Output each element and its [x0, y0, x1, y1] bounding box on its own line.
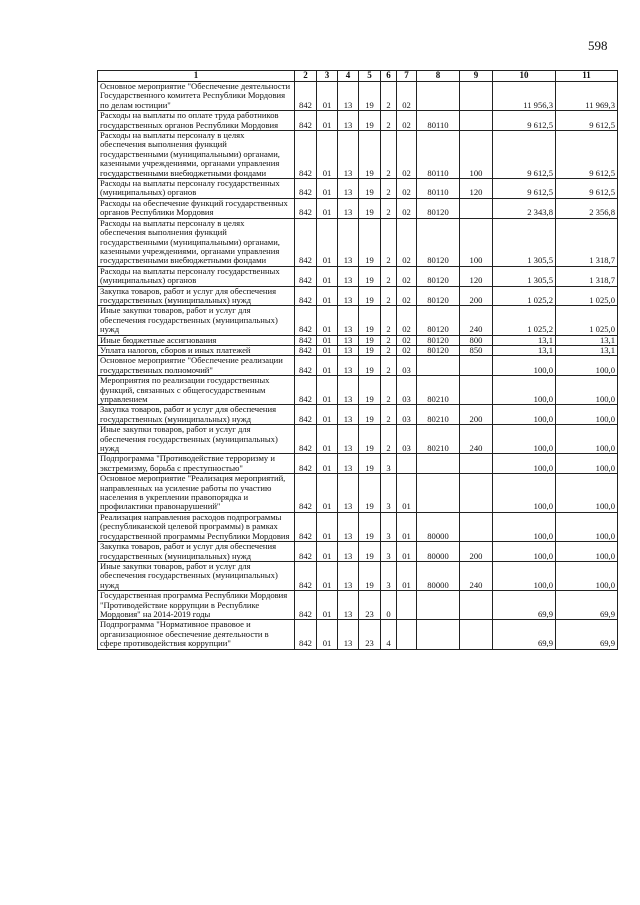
direction-code: 80120	[417, 266, 460, 286]
program-code: 19	[359, 474, 381, 513]
subprogram-code: 2	[381, 306, 397, 335]
section-code: 01	[317, 345, 338, 355]
section-code: 01	[317, 405, 338, 425]
table-row	[98, 512, 618, 541]
amount-2019: 1 025,0	[556, 286, 618, 306]
subsection-code: 13	[338, 474, 359, 513]
amount-2018: 69,9	[493, 620, 556, 649]
program-code: 19	[359, 425, 381, 454]
direction-code	[417, 620, 460, 649]
table-row	[98, 111, 618, 131]
expense-type-code	[460, 474, 493, 513]
subprogram-code: 2	[381, 356, 397, 376]
section-code: 01	[317, 561, 338, 590]
row-name: Расходы на выплаты персоналу государственных (муниципальных) органов	[98, 266, 295, 286]
subsection-code: 13	[338, 425, 359, 454]
subprogram-code: 3	[381, 561, 397, 590]
budget-table	[97, 70, 618, 650]
row-name: Мероприятия по реализации государственных функций, связанных с общегосударственным управлением	[98, 376, 295, 405]
subprogram-code: 2	[381, 286, 397, 306]
amount-2018: 69,9	[493, 591, 556, 620]
amount-2019: 100,0	[556, 542, 618, 562]
amount-2018: 100,0	[493, 376, 556, 405]
expense-type-code	[460, 620, 493, 649]
direction-code	[417, 474, 460, 513]
table-row	[98, 82, 618, 111]
subsection-code: 13	[338, 335, 359, 345]
amount-2018: 100,0	[493, 542, 556, 562]
subsection-code: 13	[338, 542, 359, 562]
subsection-code: 13	[338, 591, 359, 620]
row-name: Основное мероприятие "Обеспечение реализации государственных полномочий"	[98, 356, 295, 376]
event-code: 02	[397, 266, 417, 286]
direction-code: 80000	[417, 542, 460, 562]
subprogram-code: 3	[381, 474, 397, 513]
direction-code	[417, 356, 460, 376]
amount-2019: 100,0	[556, 561, 618, 590]
table-row	[98, 425, 618, 454]
expense-type-code: 240	[460, 561, 493, 590]
subsection-code: 13	[338, 131, 359, 179]
table-row	[98, 454, 618, 474]
program-code: 19	[359, 405, 381, 425]
program-code: 19	[359, 198, 381, 218]
expense-type-code: 200	[460, 542, 493, 562]
amount-2019: 13,1	[556, 345, 618, 355]
amount-2019: 1 318,7	[556, 266, 618, 286]
section-code: 01	[317, 356, 338, 376]
program-code: 19	[359, 111, 381, 131]
ministry-code: 842	[295, 405, 317, 425]
section-code: 01	[317, 218, 338, 266]
program-code: 19	[359, 179, 381, 199]
row-name: Подпрограмма "Нормативное правовое и организационное обеспечение деятельности в сфере противодействия коррупции"	[98, 620, 295, 649]
ministry-code: 842	[295, 620, 317, 649]
program-code: 19	[359, 306, 381, 335]
program-code: 19	[359, 131, 381, 179]
amount-2019: 100,0	[556, 474, 618, 513]
direction-code: 80210	[417, 405, 460, 425]
ministry-code: 842	[295, 335, 317, 345]
expense-type-code	[460, 591, 493, 620]
subprogram-code: 2	[381, 266, 397, 286]
event-code	[397, 620, 417, 649]
event-code	[397, 591, 417, 620]
amount-2018: 100,0	[493, 425, 556, 454]
ministry-code: 842	[295, 591, 317, 620]
section-code: 01	[317, 131, 338, 179]
direction-code: 80110	[417, 131, 460, 179]
section-code: 01	[317, 542, 338, 562]
subprogram-code: 3	[381, 454, 397, 474]
event-code: 03	[397, 425, 417, 454]
row-name: Иные бюджетные ассигнования	[98, 335, 295, 345]
section-code: 01	[317, 620, 338, 649]
subsection-code: 13	[338, 561, 359, 590]
expense-type-code: 120	[460, 179, 493, 199]
ministry-code: 842	[295, 454, 317, 474]
direction-code	[417, 454, 460, 474]
amount-2018: 100,0	[493, 405, 556, 425]
subprogram-code: 2	[381, 82, 397, 111]
ministry-code: 842	[295, 266, 317, 286]
amount-2018: 100,0	[493, 454, 556, 474]
column-header: 7	[397, 71, 417, 82]
expense-type-code	[460, 376, 493, 405]
subsection-code: 13	[338, 111, 359, 131]
section-code: 01	[317, 454, 338, 474]
amount-2018: 13,1	[493, 345, 556, 355]
ministry-code: 842	[295, 306, 317, 335]
expense-type-code: 120	[460, 266, 493, 286]
column-header: 10	[493, 71, 556, 82]
subprogram-code: 2	[381, 376, 397, 405]
subsection-code: 13	[338, 356, 359, 376]
row-name: Закупка товаров, работ и услуг для обеспечения государственных (муниципальных) нужд	[98, 286, 295, 306]
row-name: Закупка товаров, работ и услуг для обеспечения государственных (муниципальных) нужд	[98, 542, 295, 562]
direction-code	[417, 591, 460, 620]
amount-2018: 1 025,2	[493, 286, 556, 306]
amount-2018: 13,1	[493, 335, 556, 345]
program-code: 19	[359, 286, 381, 306]
table-header-row	[98, 71, 618, 82]
ministry-code: 842	[295, 542, 317, 562]
subprogram-code: 2	[381, 111, 397, 131]
subprogram-code: 2	[381, 335, 397, 345]
amount-2019: 11 969,3	[556, 82, 618, 111]
direction-code: 80110	[417, 111, 460, 131]
program-code: 19	[359, 542, 381, 562]
row-name: Уплата налогов, сборов и иных платежей	[98, 345, 295, 355]
subprogram-code: 2	[381, 405, 397, 425]
event-code: 02	[397, 179, 417, 199]
program-code: 19	[359, 335, 381, 345]
event-code: 02	[397, 198, 417, 218]
ministry-code: 842	[295, 131, 317, 179]
ministry-code: 842	[295, 356, 317, 376]
program-code: 23	[359, 591, 381, 620]
column-header: 4	[338, 71, 359, 82]
column-header: 5	[359, 71, 381, 82]
ministry-code: 842	[295, 218, 317, 266]
event-code: 02	[397, 218, 417, 266]
section-code: 01	[317, 82, 338, 111]
ministry-code: 842	[295, 512, 317, 541]
column-header: 8	[417, 71, 460, 82]
subsection-code: 13	[338, 286, 359, 306]
expense-type-code: 100	[460, 218, 493, 266]
program-code: 19	[359, 345, 381, 355]
table-row	[98, 198, 618, 218]
section-code: 01	[317, 266, 338, 286]
table-row	[98, 266, 618, 286]
event-code: 02	[397, 111, 417, 131]
column-header: 11	[556, 71, 618, 82]
row-name: Подпрограмма "Противодействие терроризму и экстремизму, борьба с преступностью"	[98, 454, 295, 474]
program-code: 19	[359, 454, 381, 474]
program-code: 19	[359, 82, 381, 111]
amount-2019: 1 025,0	[556, 306, 618, 335]
amount-2019: 100,0	[556, 356, 618, 376]
subprogram-code: 2	[381, 218, 397, 266]
amount-2019: 1 318,7	[556, 218, 618, 266]
event-code: 01	[397, 542, 417, 562]
direction-code: 80120	[417, 286, 460, 306]
direction-code: 80120	[417, 335, 460, 345]
table-row	[98, 620, 618, 649]
table-row	[98, 561, 618, 590]
amount-2018: 11 956,3	[493, 82, 556, 111]
ministry-code: 842	[295, 425, 317, 454]
subsection-code: 13	[338, 454, 359, 474]
direction-code: 80000	[417, 512, 460, 541]
subprogram-code: 3	[381, 512, 397, 541]
subprogram-code: 0	[381, 591, 397, 620]
amount-2019: 13,1	[556, 335, 618, 345]
amount-2019: 9 612,5	[556, 111, 618, 131]
program-code: 19	[359, 218, 381, 266]
subsection-code: 13	[338, 266, 359, 286]
expense-type-code: 850	[460, 345, 493, 355]
subsection-code: 13	[338, 405, 359, 425]
event-code: 02	[397, 131, 417, 179]
event-code: 02	[397, 286, 417, 306]
expense-type-code	[460, 198, 493, 218]
subprogram-code: 3	[381, 542, 397, 562]
expense-type-code: 240	[460, 306, 493, 335]
subsection-code: 13	[338, 82, 359, 111]
amount-2018: 1 305,5	[493, 266, 556, 286]
amount-2019: 9 612,5	[556, 131, 618, 179]
subsection-code: 13	[338, 218, 359, 266]
subprogram-code: 2	[381, 131, 397, 179]
expense-type-code	[460, 82, 493, 111]
direction-code: 80120	[417, 218, 460, 266]
table-row	[98, 345, 618, 355]
subsection-code: 13	[338, 198, 359, 218]
direction-code: 80120	[417, 306, 460, 335]
amount-2018: 100,0	[493, 474, 556, 513]
amount-2019: 100,0	[556, 512, 618, 541]
event-code: 03	[397, 376, 417, 405]
direction-code: 80110	[417, 179, 460, 199]
event-code: 03	[397, 356, 417, 376]
section-code: 01	[317, 591, 338, 620]
program-code: 19	[359, 356, 381, 376]
event-code: 02	[397, 306, 417, 335]
row-name: Иные закупки товаров, работ и услуг для обеспечения государственных (муниципальных) нужд	[98, 561, 295, 590]
row-name: Иные закупки товаров, работ и услуг для обеспечения государственных (муниципальных) нужд	[98, 306, 295, 335]
subsection-code: 13	[338, 620, 359, 649]
amount-2019: 100,0	[556, 425, 618, 454]
expense-type-code	[460, 512, 493, 541]
table-row	[98, 591, 618, 620]
column-header: 2	[295, 71, 317, 82]
row-name: Реализация направления расходов подпрограммы (республиканской целевой программы) в рамках государственной программы Республики Мордовия	[98, 512, 295, 541]
expense-type-code	[460, 356, 493, 376]
expense-type-code	[460, 111, 493, 131]
amount-2018: 100,0	[493, 512, 556, 541]
subprogram-code: 2	[381, 345, 397, 355]
table-row	[98, 405, 618, 425]
table-row	[98, 356, 618, 376]
page-number: 598	[588, 38, 608, 53]
direction-code: 80120	[417, 198, 460, 218]
amount-2019: 9 612,5	[556, 179, 618, 199]
row-name: Расходы на выплаты по оплате труда работников государственных органов Республики Мордовия	[98, 111, 295, 131]
column-header: 3	[317, 71, 338, 82]
amount-2019: 69,9	[556, 591, 618, 620]
section-code: 01	[317, 376, 338, 405]
subprogram-code: 4	[381, 620, 397, 649]
program-code: 19	[359, 376, 381, 405]
subsection-code: 13	[338, 179, 359, 199]
amount-2019: 100,0	[556, 376, 618, 405]
amount-2018: 100,0	[493, 356, 556, 376]
section-code: 01	[317, 512, 338, 541]
subsection-code: 13	[338, 306, 359, 335]
expense-type-code: 100	[460, 131, 493, 179]
table-row	[98, 218, 618, 266]
row-name: Основное мероприятие "Обеспечение деятельности Государственного комитета Республики Мордовия по делам юстиции"	[98, 82, 295, 111]
section-code: 01	[317, 335, 338, 345]
table-row	[98, 286, 618, 306]
amount-2018: 100,0	[493, 561, 556, 590]
table-row	[98, 131, 618, 179]
expense-type-code	[460, 454, 493, 474]
expense-type-code: 200	[460, 286, 493, 306]
ministry-code: 842	[295, 376, 317, 405]
event-code: 01	[397, 512, 417, 541]
subprogram-code: 2	[381, 425, 397, 454]
amount-2018: 1 025,2	[493, 306, 556, 335]
table-row	[98, 474, 618, 513]
program-code: 19	[359, 561, 381, 590]
amount-2018: 9 612,5	[493, 131, 556, 179]
amount-2018: 2 343,8	[493, 198, 556, 218]
event-code: 01	[397, 561, 417, 590]
ministry-code: 842	[295, 179, 317, 199]
section-code: 01	[317, 286, 338, 306]
direction-code: 80120	[417, 345, 460, 355]
amount-2019: 2 356,8	[556, 198, 618, 218]
direction-code: 80210	[417, 425, 460, 454]
section-code: 01	[317, 306, 338, 335]
event-code: 02	[397, 82, 417, 111]
direction-code	[417, 82, 460, 111]
row-name: Расходы на выплаты персоналу в целях обеспечения выполнения функций государственными (муниципальными) органами, казенными учреждениями, органами управления государственными внебюджетными фондами	[98, 131, 295, 179]
table-row	[98, 376, 618, 405]
ministry-code: 842	[295, 111, 317, 131]
event-code: 02	[397, 335, 417, 345]
subprogram-code: 2	[381, 198, 397, 218]
section-code: 01	[317, 198, 338, 218]
event-code: 01	[397, 474, 417, 513]
row-name: Расходы на выплаты персоналу в целях обеспечения выполнения функций государственными (муниципальными) органами, казенными учреждениями, органами управления государственными внебюджетными фондами	[98, 218, 295, 266]
ministry-code: 842	[295, 561, 317, 590]
program-code: 23	[359, 620, 381, 649]
table-row	[98, 179, 618, 199]
amount-2018: 9 612,5	[493, 179, 556, 199]
subsection-code: 13	[338, 512, 359, 541]
amount-2018: 1 305,5	[493, 218, 556, 266]
amount-2019: 100,0	[556, 405, 618, 425]
section-code: 01	[317, 474, 338, 513]
row-name: Государственная программа Республики Мордовия "Противодействие коррупции в Республике Мордовия" на 2014-2019 годы	[98, 591, 295, 620]
row-name: Закупка товаров, работ и услуг для обеспечения государственных (муниципальных) нужд	[98, 405, 295, 425]
column-header: 6	[381, 71, 397, 82]
column-header: 9	[460, 71, 493, 82]
table-row	[98, 542, 618, 562]
row-name: Основное мероприятие "Реализация мероприятий, направленных на усиление работы по участию населения в укреплении правопорядка и профилактики правонарушений"	[98, 474, 295, 513]
subsection-code: 13	[338, 345, 359, 355]
amount-2019: 100,0	[556, 454, 618, 474]
expense-type-code: 240	[460, 425, 493, 454]
ministry-code: 842	[295, 474, 317, 513]
ministry-code: 842	[295, 286, 317, 306]
section-code: 01	[317, 111, 338, 131]
section-code: 01	[317, 179, 338, 199]
expense-type-code: 800	[460, 335, 493, 345]
row-name: Расходы на выплаты персоналу государственных (муниципальных) органов	[98, 179, 295, 199]
event-code	[397, 454, 417, 474]
direction-code: 80000	[417, 561, 460, 590]
column-header: 1	[98, 71, 295, 82]
amount-2018: 9 612,5	[493, 111, 556, 131]
event-code: 02	[397, 345, 417, 355]
section-code: 01	[317, 425, 338, 454]
ministry-code: 842	[295, 345, 317, 355]
subprogram-code: 2	[381, 179, 397, 199]
subsection-code: 13	[338, 376, 359, 405]
table-row	[98, 335, 618, 345]
ministry-code: 842	[295, 198, 317, 218]
amount-2019: 69,9	[556, 620, 618, 649]
program-code: 19	[359, 266, 381, 286]
expense-type-code: 200	[460, 405, 493, 425]
event-code: 03	[397, 405, 417, 425]
table-row	[98, 306, 618, 335]
row-name: Иные закупки товаров, работ и услуг для обеспечения государственных (муниципальных) нужд	[98, 425, 295, 454]
row-name: Расходы на обеспечение функций государственных органов Республики Мордовия	[98, 198, 295, 218]
program-code: 19	[359, 512, 381, 541]
direction-code: 80210	[417, 376, 460, 405]
ministry-code: 842	[295, 82, 317, 111]
